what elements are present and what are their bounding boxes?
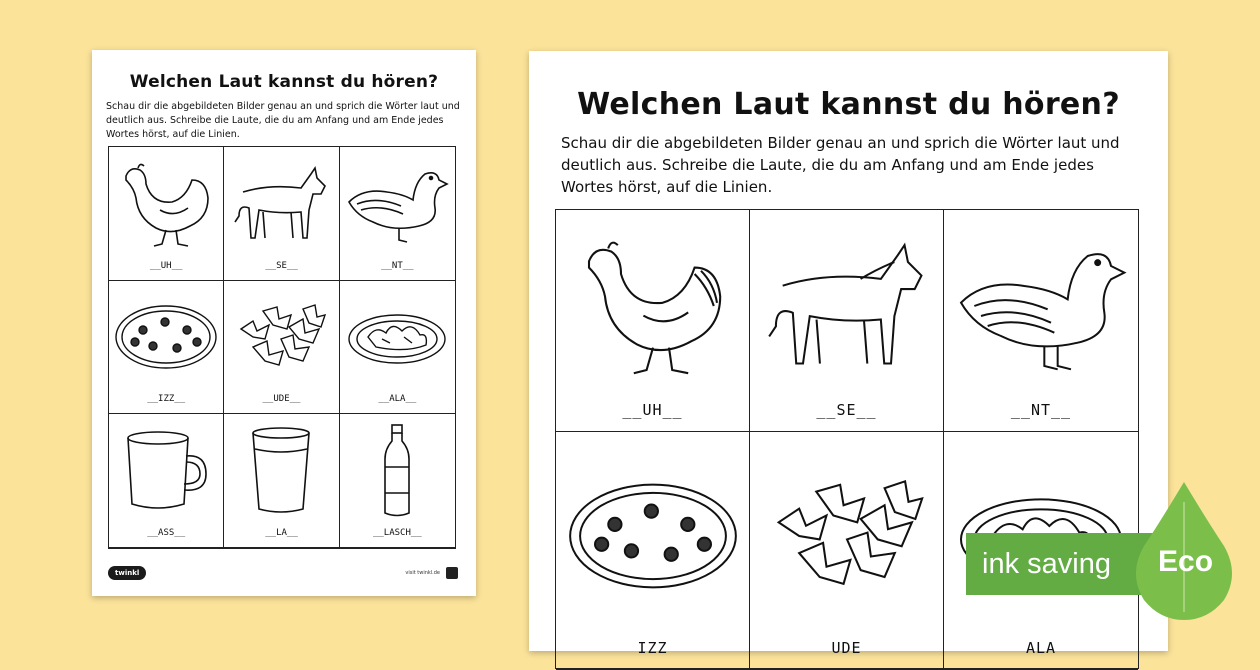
worksheet-instructions: Schau dir die abgebildeten Bilder genau an und sprich die Wörter laut und deutlich aus. Schreibe die Laute, die du am Anfang und am Ende jedes Wortes hörst, auf die Linien. <box>106 101 460 140</box>
duck-icon <box>343 162 451 246</box>
bottle-icon <box>381 423 413 519</box>
grid-cell <box>556 210 750 432</box>
cell-word: __LASCH__ <box>372 528 422 538</box>
cell-word: __NT__ <box>381 260 414 271</box>
cell-word: __LA__ <box>265 528 298 538</box>
cell-word: IZZ <box>637 639 668 657</box>
cell-word: UDE <box>831 639 862 657</box>
cell-word: ALA <box>1025 639 1057 657</box>
cell-word: __UH__ <box>622 401 683 419</box>
mug-icon <box>120 428 212 514</box>
app-badge-icon <box>446 567 458 579</box>
cell-word: __NT__ <box>1010 401 1072 419</box>
cell-word: __SE__ <box>265 260 298 271</box>
grid-cell <box>340 414 455 548</box>
donkey-icon <box>759 238 935 374</box>
pizza-icon <box>565 478 741 594</box>
grid-cell <box>750 432 944 670</box>
picture-grid <box>555 209 1139 669</box>
grid-cell <box>944 210 1138 432</box>
eco-tag: Eco <box>1158 545 1214 578</box>
cell-word: __UDE__ <box>262 394 301 405</box>
grid-cell <box>224 281 339 415</box>
twinkl-logo: twinkl <box>108 566 146 580</box>
pasta-icon <box>765 471 929 601</box>
cell-word: __IZZ__ <box>147 394 186 405</box>
hen-icon <box>116 158 216 250</box>
ink-saving-label: ink saving <box>982 547 1111 580</box>
salad-icon <box>346 307 448 367</box>
worksheet-instructions: Schau dir die abgebildeten Bilder genau an und sprich die Wörter laut und deutlich aus. Schreibe die Laute, die du am Anfang und am Ende jedes Wortes hörst, auf die Linien. <box>561 134 1120 196</box>
cell-word: __ALA__ <box>378 394 417 405</box>
grid-cell <box>556 432 750 670</box>
grid-cell <box>340 281 455 415</box>
hen-icon <box>573 231 733 381</box>
picture-grid <box>108 146 456 549</box>
grid-cell <box>340 147 455 281</box>
grid-cell <box>109 147 224 281</box>
grid-cell <box>224 147 339 281</box>
worksheet-thumbnail <box>92 50 476 596</box>
cell-word: __ASS__ <box>147 528 186 538</box>
grid-cell <box>109 414 224 548</box>
duck-icon <box>951 236 1131 376</box>
pasta-icon <box>233 299 329 375</box>
cell-word: __SE__ <box>816 401 877 419</box>
worksheet-footer <box>108 564 458 582</box>
grid-cell <box>224 414 339 548</box>
footer-url: visit twinkl.de <box>405 570 440 576</box>
cell-word: __UH__ <box>149 260 183 271</box>
glass-icon <box>249 425 313 517</box>
pizza-icon <box>113 302 219 372</box>
grid-cell <box>750 210 944 432</box>
grid-cell <box>109 281 224 415</box>
worksheet-title: Welchen Laut kannst du hören? <box>129 72 439 92</box>
worksheet-title: Welchen Laut kannst du hören? <box>577 87 1120 122</box>
donkey-icon <box>229 164 333 244</box>
